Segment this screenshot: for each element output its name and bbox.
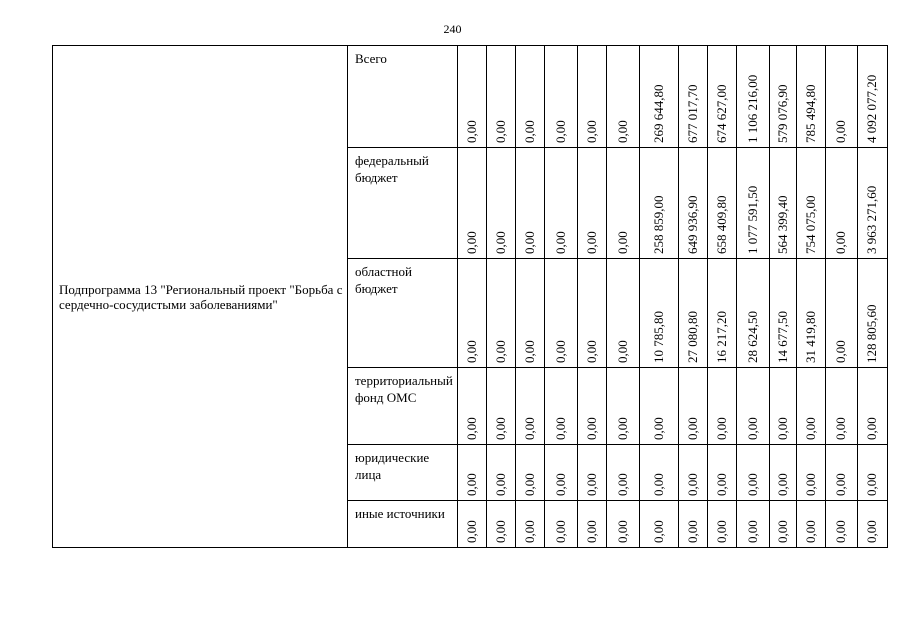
amount-cell <box>515 46 544 148</box>
amount-cell <box>857 148 887 259</box>
amount-value: 258 859,00 <box>650 195 666 254</box>
amount-cell <box>707 368 736 445</box>
amount-value: 1 106 216,00 <box>744 74 760 143</box>
amount-value: 0,00 <box>583 340 599 363</box>
amount-cell <box>796 368 825 445</box>
amount-cell <box>515 445 544 501</box>
amount-cell <box>606 368 639 445</box>
amount-cell <box>515 259 544 368</box>
amount-cell <box>457 259 486 368</box>
amount-cell <box>825 148 857 259</box>
amount-cell <box>678 148 707 259</box>
amount-value: 0,00 <box>713 473 729 496</box>
amount-value: 0,00 <box>492 340 508 363</box>
amount-cell <box>857 368 887 445</box>
amount-value: 658 409,80 <box>713 195 729 254</box>
amount-cell <box>577 259 606 368</box>
amount-cell <box>606 148 639 259</box>
amount-cell <box>769 259 796 368</box>
amount-value: 0,00 <box>802 473 818 496</box>
amount-value: 0,00 <box>744 473 760 496</box>
amount-value: 0,00 <box>684 520 700 543</box>
amount-value: 0,00 <box>864 473 880 496</box>
amount-cell <box>544 148 577 259</box>
amount-cell <box>736 501 769 548</box>
funding-source-label: территориальный фонд ОМС <box>348 368 458 445</box>
amount-value: 0,00 <box>492 120 508 143</box>
amount-value: 754 075,00 <box>802 195 818 254</box>
amount-cell <box>825 445 857 501</box>
amount-cell <box>796 445 825 501</box>
amount-cell <box>515 148 544 259</box>
amount-value: 0,00 <box>833 120 849 143</box>
amount-value: 0,00 <box>833 520 849 543</box>
amount-cell <box>577 501 606 548</box>
amount-value: 3 963 271,60 <box>864 185 880 254</box>
amount-value: 0,00 <box>774 417 790 440</box>
amount-value: 0,00 <box>463 340 479 363</box>
page-number: 240 <box>443 22 462 36</box>
amount-cell <box>857 501 887 548</box>
amount-value: 0,00 <box>552 120 568 143</box>
amount-cell <box>769 368 796 445</box>
amount-cell <box>857 259 887 368</box>
funding-source-label: областной бюджет <box>348 259 458 368</box>
amount-cell <box>769 445 796 501</box>
funding-table <box>52 45 888 548</box>
amount-cell <box>857 46 887 148</box>
amount-value: 0,00 <box>650 473 666 496</box>
funding-source-label: Всего <box>348 46 458 148</box>
amount-value: 4 092 077,20 <box>864 74 880 143</box>
amount-value: 27 080,80 <box>684 311 700 363</box>
amount-value: 677 017,70 <box>684 84 700 143</box>
amount-value: 0,00 <box>614 340 630 363</box>
amount-cell <box>769 501 796 548</box>
amount-value: 0,00 <box>552 417 568 440</box>
amount-cell <box>736 46 769 148</box>
amount-value: 0,00 <box>463 520 479 543</box>
amount-cell <box>639 368 678 445</box>
amount-cell <box>825 259 857 368</box>
amount-cell <box>544 368 577 445</box>
amount-cell <box>515 501 544 548</box>
amount-cell <box>486 148 515 259</box>
amount-cell <box>769 46 796 148</box>
amount-value: 0,00 <box>713 520 729 543</box>
amount-cell <box>825 46 857 148</box>
amount-cell <box>544 46 577 148</box>
amount-cell <box>577 46 606 148</box>
amount-cell <box>577 368 606 445</box>
subprogram-title: Подпрограмма 13 "Региональный проект "Борьба с сердечно-сосудистыми заболеваниями" <box>53 46 348 548</box>
amount-value: 0,00 <box>864 520 880 543</box>
amount-value: 649 936,90 <box>684 195 700 254</box>
amount-value: 0,00 <box>684 473 700 496</box>
amount-value: 0,00 <box>521 231 537 254</box>
amount-cell <box>707 445 736 501</box>
funding-source-label: юридические лица <box>348 445 458 501</box>
amount-value: 0,00 <box>802 417 818 440</box>
amount-value: 0,00 <box>614 520 630 543</box>
amount-cell <box>769 148 796 259</box>
amount-cell <box>544 445 577 501</box>
amount-value: 0,00 <box>833 231 849 254</box>
amount-cell <box>457 445 486 501</box>
amount-value: 564 399,40 <box>774 195 790 254</box>
amount-cell <box>707 259 736 368</box>
amount-value: 0,00 <box>463 231 479 254</box>
amount-value: 0,00 <box>774 520 790 543</box>
amount-cell <box>486 445 515 501</box>
amount-cell <box>457 148 486 259</box>
amount-value: 14 677,50 <box>774 311 790 363</box>
amount-value: 0,00 <box>463 473 479 496</box>
amount-value: 0,00 <box>463 120 479 143</box>
amount-value: 0,00 <box>492 473 508 496</box>
amount-cell <box>457 368 486 445</box>
amount-value: 0,00 <box>521 417 537 440</box>
amount-cell <box>639 148 678 259</box>
amount-cell <box>544 501 577 548</box>
amount-cell <box>678 368 707 445</box>
amount-value: 0,00 <box>614 417 630 440</box>
amount-value: 0,00 <box>521 520 537 543</box>
amount-cell <box>736 368 769 445</box>
amount-value: 0,00 <box>552 520 568 543</box>
amount-cell <box>606 445 639 501</box>
amount-cell <box>678 46 707 148</box>
amount-cell <box>606 46 639 148</box>
amount-value: 0,00 <box>521 473 537 496</box>
amount-value: 0,00 <box>492 520 508 543</box>
funding-source-label: иные источники <box>348 501 458 548</box>
amount-cell <box>577 445 606 501</box>
amount-cell <box>457 46 486 148</box>
amount-value: 0,00 <box>583 473 599 496</box>
amount-value: 0,00 <box>552 340 568 363</box>
amount-value: 0,00 <box>583 520 599 543</box>
amount-cell <box>544 259 577 368</box>
amount-value: 0,00 <box>521 120 537 143</box>
amount-cell <box>736 148 769 259</box>
amount-cell <box>707 148 736 259</box>
amount-cell <box>606 501 639 548</box>
amount-value: 269 644,80 <box>650 84 666 143</box>
amount-value: 0,00 <box>744 520 760 543</box>
amount-cell <box>736 259 769 368</box>
amount-cell <box>486 368 515 445</box>
amount-cell <box>639 501 678 548</box>
amount-cell <box>678 445 707 501</box>
amount-value: 0,00 <box>552 231 568 254</box>
amount-value: 0,00 <box>833 473 849 496</box>
amount-cell <box>796 148 825 259</box>
amount-value: 0,00 <box>864 417 880 440</box>
amount-cell <box>707 46 736 148</box>
amount-value: 28 624,50 <box>744 311 760 363</box>
amount-cell <box>457 501 486 548</box>
amount-cell <box>515 368 544 445</box>
amount-value: 0,00 <box>713 417 729 440</box>
amount-value: 0,00 <box>583 231 599 254</box>
amount-value: 0,00 <box>684 417 700 440</box>
amount-value: 0,00 <box>833 340 849 363</box>
amount-value: 0,00 <box>583 120 599 143</box>
table-row-total <box>53 46 888 148</box>
amount-cell <box>639 259 678 368</box>
amount-cell <box>486 46 515 148</box>
amount-cell <box>606 259 639 368</box>
amount-cell <box>825 368 857 445</box>
amount-value: 0,00 <box>552 473 568 496</box>
amount-value: 0,00 <box>774 473 790 496</box>
amount-value: 0,00 <box>492 231 508 254</box>
amount-cell <box>825 501 857 548</box>
amount-value: 0,00 <box>833 417 849 440</box>
amount-cell <box>678 501 707 548</box>
amount-cell <box>796 46 825 148</box>
amount-value: 0,00 <box>614 231 630 254</box>
amount-cell <box>707 501 736 548</box>
amount-cell <box>486 501 515 548</box>
amount-value: 674 627,00 <box>713 84 729 143</box>
funding-source-label: федеральный бюджет <box>348 148 458 259</box>
amount-value: 16 217,20 <box>713 311 729 363</box>
amount-value: 785 494,80 <box>802 84 818 143</box>
amount-cell <box>639 445 678 501</box>
amount-value: 0,00 <box>650 417 666 440</box>
amount-value: 31 419,80 <box>802 311 818 363</box>
amount-value: 0,00 <box>463 417 479 440</box>
amount-cell <box>796 501 825 548</box>
amount-value: 0,00 <box>802 520 818 543</box>
amount-value: 0,00 <box>744 417 760 440</box>
amount-value: 128 805,60 <box>864 304 880 363</box>
amount-value: 0,00 <box>614 120 630 143</box>
amount-value: 1 077 591,50 <box>744 185 760 254</box>
amount-value: 579 076,90 <box>774 84 790 143</box>
amount-value: 10 785,80 <box>650 311 666 363</box>
amount-cell <box>678 259 707 368</box>
amount-value: 0,00 <box>521 340 537 363</box>
amount-value: 0,00 <box>583 417 599 440</box>
amount-cell <box>577 148 606 259</box>
amount-value: 0,00 <box>650 520 666 543</box>
amount-cell <box>736 445 769 501</box>
amount-value: 0,00 <box>614 473 630 496</box>
amount-cell <box>857 445 887 501</box>
amount-cell <box>796 259 825 368</box>
amount-cell <box>486 259 515 368</box>
amount-value: 0,00 <box>492 417 508 440</box>
amount-cell <box>639 46 678 148</box>
